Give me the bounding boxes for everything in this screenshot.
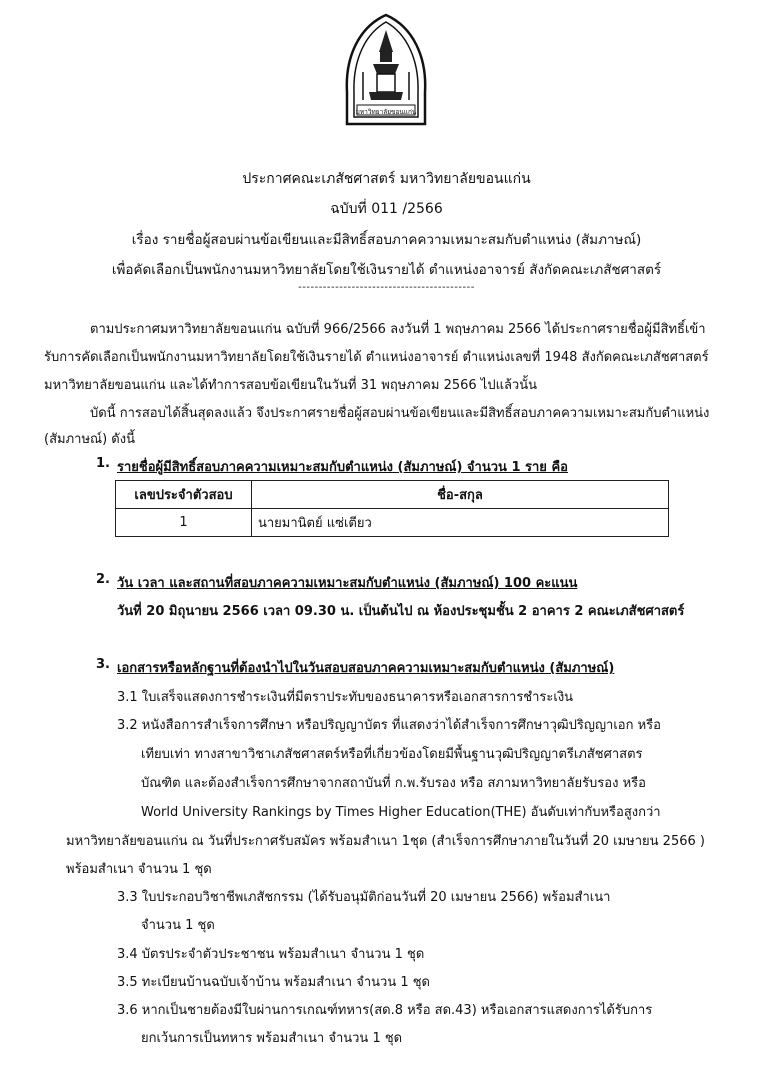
section2-title: วัน เวลา และสถานที่สอบภาคความเหมาะสมกับตำแหน่ง (สัมภาษณ์) 100 คะแนน <box>117 576 578 591</box>
item-3-6-line2: ยกเว้นการเป็นทหาร พร้อมสำเนา จำนวน 1 ชุด <box>141 1031 403 1046</box>
item-3-3-line2: จำนวน 1 ชุด <box>141 918 215 933</box>
table-row <box>116 509 669 537</box>
section1-title: รายชื่อผู้มีสิทธิ์สอบภาคความเหมาะสมกับตำแหน่ง (สัมภาษณ์) จำนวน 1 ราย คือ <box>117 460 568 475</box>
section1-number: 1. <box>96 456 110 471</box>
subject-line-2: เพื่อคัดเลือกเป็นพนักงานมหาวิทยาลัยโดยใช้เงินรายได้ ตำแหน่งอาจารย์ สังกัดคณะเภสัชศาสตร์ <box>111 262 662 278</box>
header-full-name: ชื่อ-สกุล <box>252 481 669 509</box>
intro-p2-line2: (สัมภาษณ์) ดังนี้ <box>44 432 135 447</box>
item-3-1: 3.1 ใบเสร็จแสดงการชำระเงินที่มีตราประทับของธนาคารหรือเอกสารการชำระเงิน <box>117 690 574 705</box>
intro-p1-line1: ตามประกาศมหาวิทยาลัยขอนแก่น ฉบับที่ 966/2566 ลงวันที่ 1 พฤษภาคม 2566 ได้ประกาศรายชื่อผู้มีสิทธิ์เข้า <box>90 322 706 337</box>
item-3-2-line2: เทียบเท่า ทางสาขาวิชาเภสัชศาสตร์หรือที่เกี่ยวข้องโดยมีพื้นฐานวุฒิปริญญาตรีเภสัชศาสตร <box>141 747 643 762</box>
announcement-number: ฉบับที่ 011 /2566 <box>330 201 443 217</box>
item-3-2-line3: บัณฑิต และต้องสำเร็จการศึกษาจากสถาบันที่ ก.พ.รับรอง หรือ สภามหาวิทยาลัยรับรอง หรือ <box>141 776 646 791</box>
item-3-3-line1: 3.3 ใบประกอบวิชาชีพเภสัชกรรม (ได้รับอนุมัติก่อนวันที่ 20 เมษายน 2566) พร้อมสำเนา <box>117 890 611 905</box>
intro-p2-line1: บัดนี้ การสอบได้สิ้นสุดลงแล้ว จึงประกาศรายชื่อผู้สอบผ่านข้อเขียนและมีสิทธิ์สอบภาคความเหมาะสมกับตำแหน่ง <box>90 406 710 421</box>
table-header-row <box>116 481 669 509</box>
cell-exam-id: 1 <box>116 509 252 537</box>
section3-number: 3. <box>96 657 110 672</box>
item-3-4: 3.4 บัตรประจำตัวประชาชน พร้อมสำเนา จำนวน 1 ชุด <box>117 947 425 962</box>
cell-full-name: นายมานิตย์ แซ่เตียว <box>252 509 669 537</box>
item-3-2-line5: มหาวิทยาลัยขอนแก่น ณ วันที่ประกาศรับสมัคร พร้อมสำเนา 1ชุด (สำเร็จการศึกษาภายในวันที่ 20 เมษายน 2566 ) <box>66 834 705 849</box>
section3-title: เอกสารหรือหลักฐานที่ต้องนำไปในวันสอบสอบภาคความเหมาะสมกับตำแหน่ง (สัมภาษณ์) <box>117 661 615 676</box>
section2-number: 2. <box>96 572 110 587</box>
item-3-5: 3.5 ทะเบียนบ้านฉบับเจ้าบ้าน พร้อมสำเนา จำนวน 1 ชุด <box>117 975 431 990</box>
item-3-2-line6: พร้อมสำเนา จำนวน 1 ชุด <box>66 862 212 877</box>
subject-line-1: เรื่อง รายชื่อผู้สอบผ่านข้อเขียนและมีสิทธิ์สอบภาคความเหมาะสมกับตำแหน่ง (สัมภาษณ์) <box>131 232 642 248</box>
intro-p1-line3: มหาวิทยาลัยขอนแก่น และได้ทำการสอบข้อเขียนในวันที่ 31 พฤษภาคม 2566 ไปแล้วนั้น <box>44 378 538 393</box>
divider: ------------------------------------------- <box>298 282 475 293</box>
item-3-6-line1: 3.6 หากเป็นชายต้องมีใบผ่านการเกณฑ์ทหาร(สด.8 หรือ สด.43) หรือเอกสารแสดงการได้รับการ <box>117 1003 653 1018</box>
candidate-table <box>115 480 669 537</box>
header-exam-id: เลขประจำตัวสอบ <box>116 481 252 509</box>
seal-caption: มหาวิทยาลัยขอนแก่น <box>355 108 417 116</box>
announcement-title: ประกาศคณะเภสัชศาสตร์ มหาวิทยาลัยขอนแก่น <box>242 171 531 187</box>
intro-p1-line2: รับการคัดเลือกเป็นพนักงานมหาวิทยาลัยโดยใช้เงินรายได้ ตำแหน่งอาจารย์ ตำแหน่งเลขที่ 1948 สังกัดคณะเภสัชศาสตร์ <box>44 350 709 365</box>
item-3-2-line4: World University Rankings by Times Higher Education(THE) อันดับเท่ากับหรือสูงกว่า <box>141 805 661 820</box>
item-3-2-line1: 3.2 หนังสือการสำเร็จการศึกษา หรือปริญญาบัตร ที่แสดงว่าได้สำเร็จการศึกษาวุฒิปริญญาเอก หรือ <box>117 718 661 733</box>
section2-detail: วันที่ 20 มิถุนายน 2566 เวลา 09.30 น. เป็นต้นไป ณ ห้องประชุมชั้น 2 อาคาร 2 คณะเภสัชศาสตร์ <box>117 604 685 619</box>
